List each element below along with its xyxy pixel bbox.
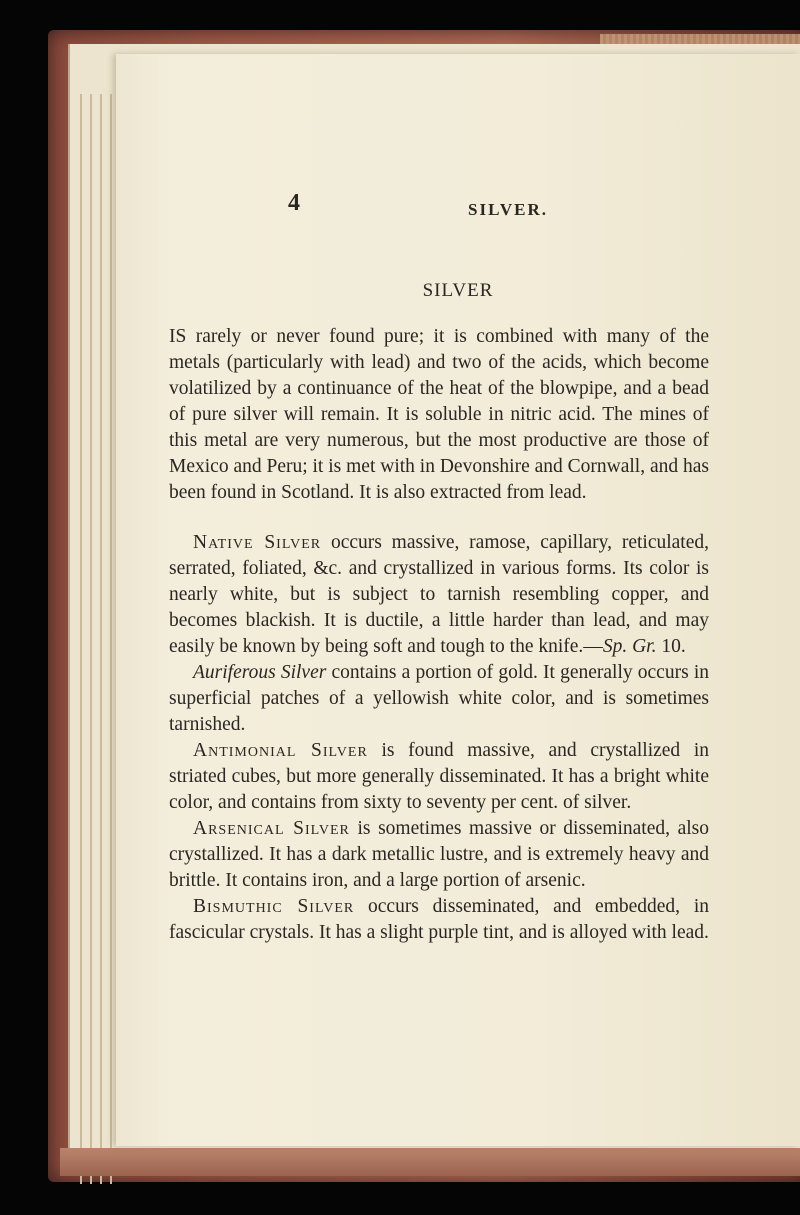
varieties-block <box>169 530 709 946</box>
term-auriferous-silver: Auriferous Silver <box>193 662 327 683</box>
intro-paragraph-block <box>169 324 709 506</box>
page-number: 4 <box>288 190 300 216</box>
cover-bottom-edge <box>60 1148 800 1176</box>
paragraph-text: IS rarely or never found pure; it is combined with many of the metals (particularly with lead) and two of the acids, which become volatilized by a continuance of the heat of the blowpipe, and a bead of pure silver will remain. It is soluble in nitric acid. The mines of this metal are very numerous, but the most productive are those of Mexico and Peru; it is met with in Devonshire and Cornwall, and has been found in Scotland. It is also extracted from lead. <box>169 326 709 503</box>
term-native-silver: Native Silver <box>193 532 322 553</box>
paragraph-text: occurs disseminated, and embedded, in fascicular crystals. It has a slight purple tint, and is alloyed with lead. <box>169 896 709 943</box>
paragraph-bismuthic-silver <box>169 894 709 946</box>
paragraph-text: is sometimes massive or disseminated, also crystallized. It has a dark metallic lustre, and is extremely heavy and brittle. It contains iron, and a large portion of arsenic. <box>169 818 709 891</box>
specific-gravity-value: 10. <box>656 636 686 657</box>
page-edge-line <box>110 94 112 1184</box>
paragraph-antimonial-silver <box>169 738 709 816</box>
running-head: SILVER. <box>468 200 548 219</box>
paragraph-auriferous-silver <box>169 660 709 738</box>
book-page <box>116 54 800 1146</box>
term-arsenical-silver: Arsenical Silver <box>193 818 350 839</box>
paragraph-native-silver <box>169 530 709 660</box>
paragraph-text: contains a portion of gold. It generally occurs in superficial patches of a yellowish white color, and is sometimes tarnished. <box>169 662 709 735</box>
page-edge-line <box>90 94 92 1184</box>
page-edge-line <box>100 94 102 1184</box>
page-edge-line <box>80 94 82 1184</box>
term-bismuthic-silver: Bismuthic Silver <box>193 896 355 917</box>
paragraph-text: occurs massive, ramose, capillary, reticulated, serrated, foliated, &c. and crystallized in various forms. Its color is nearly white, but is subject to tarnish resembling copper, and becomes blackish. It is ductile, a little harder than lead, and may easily be known by being soft and tough to the knife.— <box>169 532 709 657</box>
page-title: SILVER <box>422 280 494 301</box>
specific-gravity-label: Sp. Gr. <box>602 636 657 657</box>
paragraph-text: is found massive, and crystallized in striated cubes, but more generally disseminated. It has a bright white color, and contains from sixty to seventy per cent. of silver. <box>169 740 709 813</box>
paragraph-arsenical-silver <box>169 816 709 894</box>
term-antimonial-silver: Antimonial Silver <box>193 740 368 761</box>
paragraph-intro <box>169 324 709 506</box>
